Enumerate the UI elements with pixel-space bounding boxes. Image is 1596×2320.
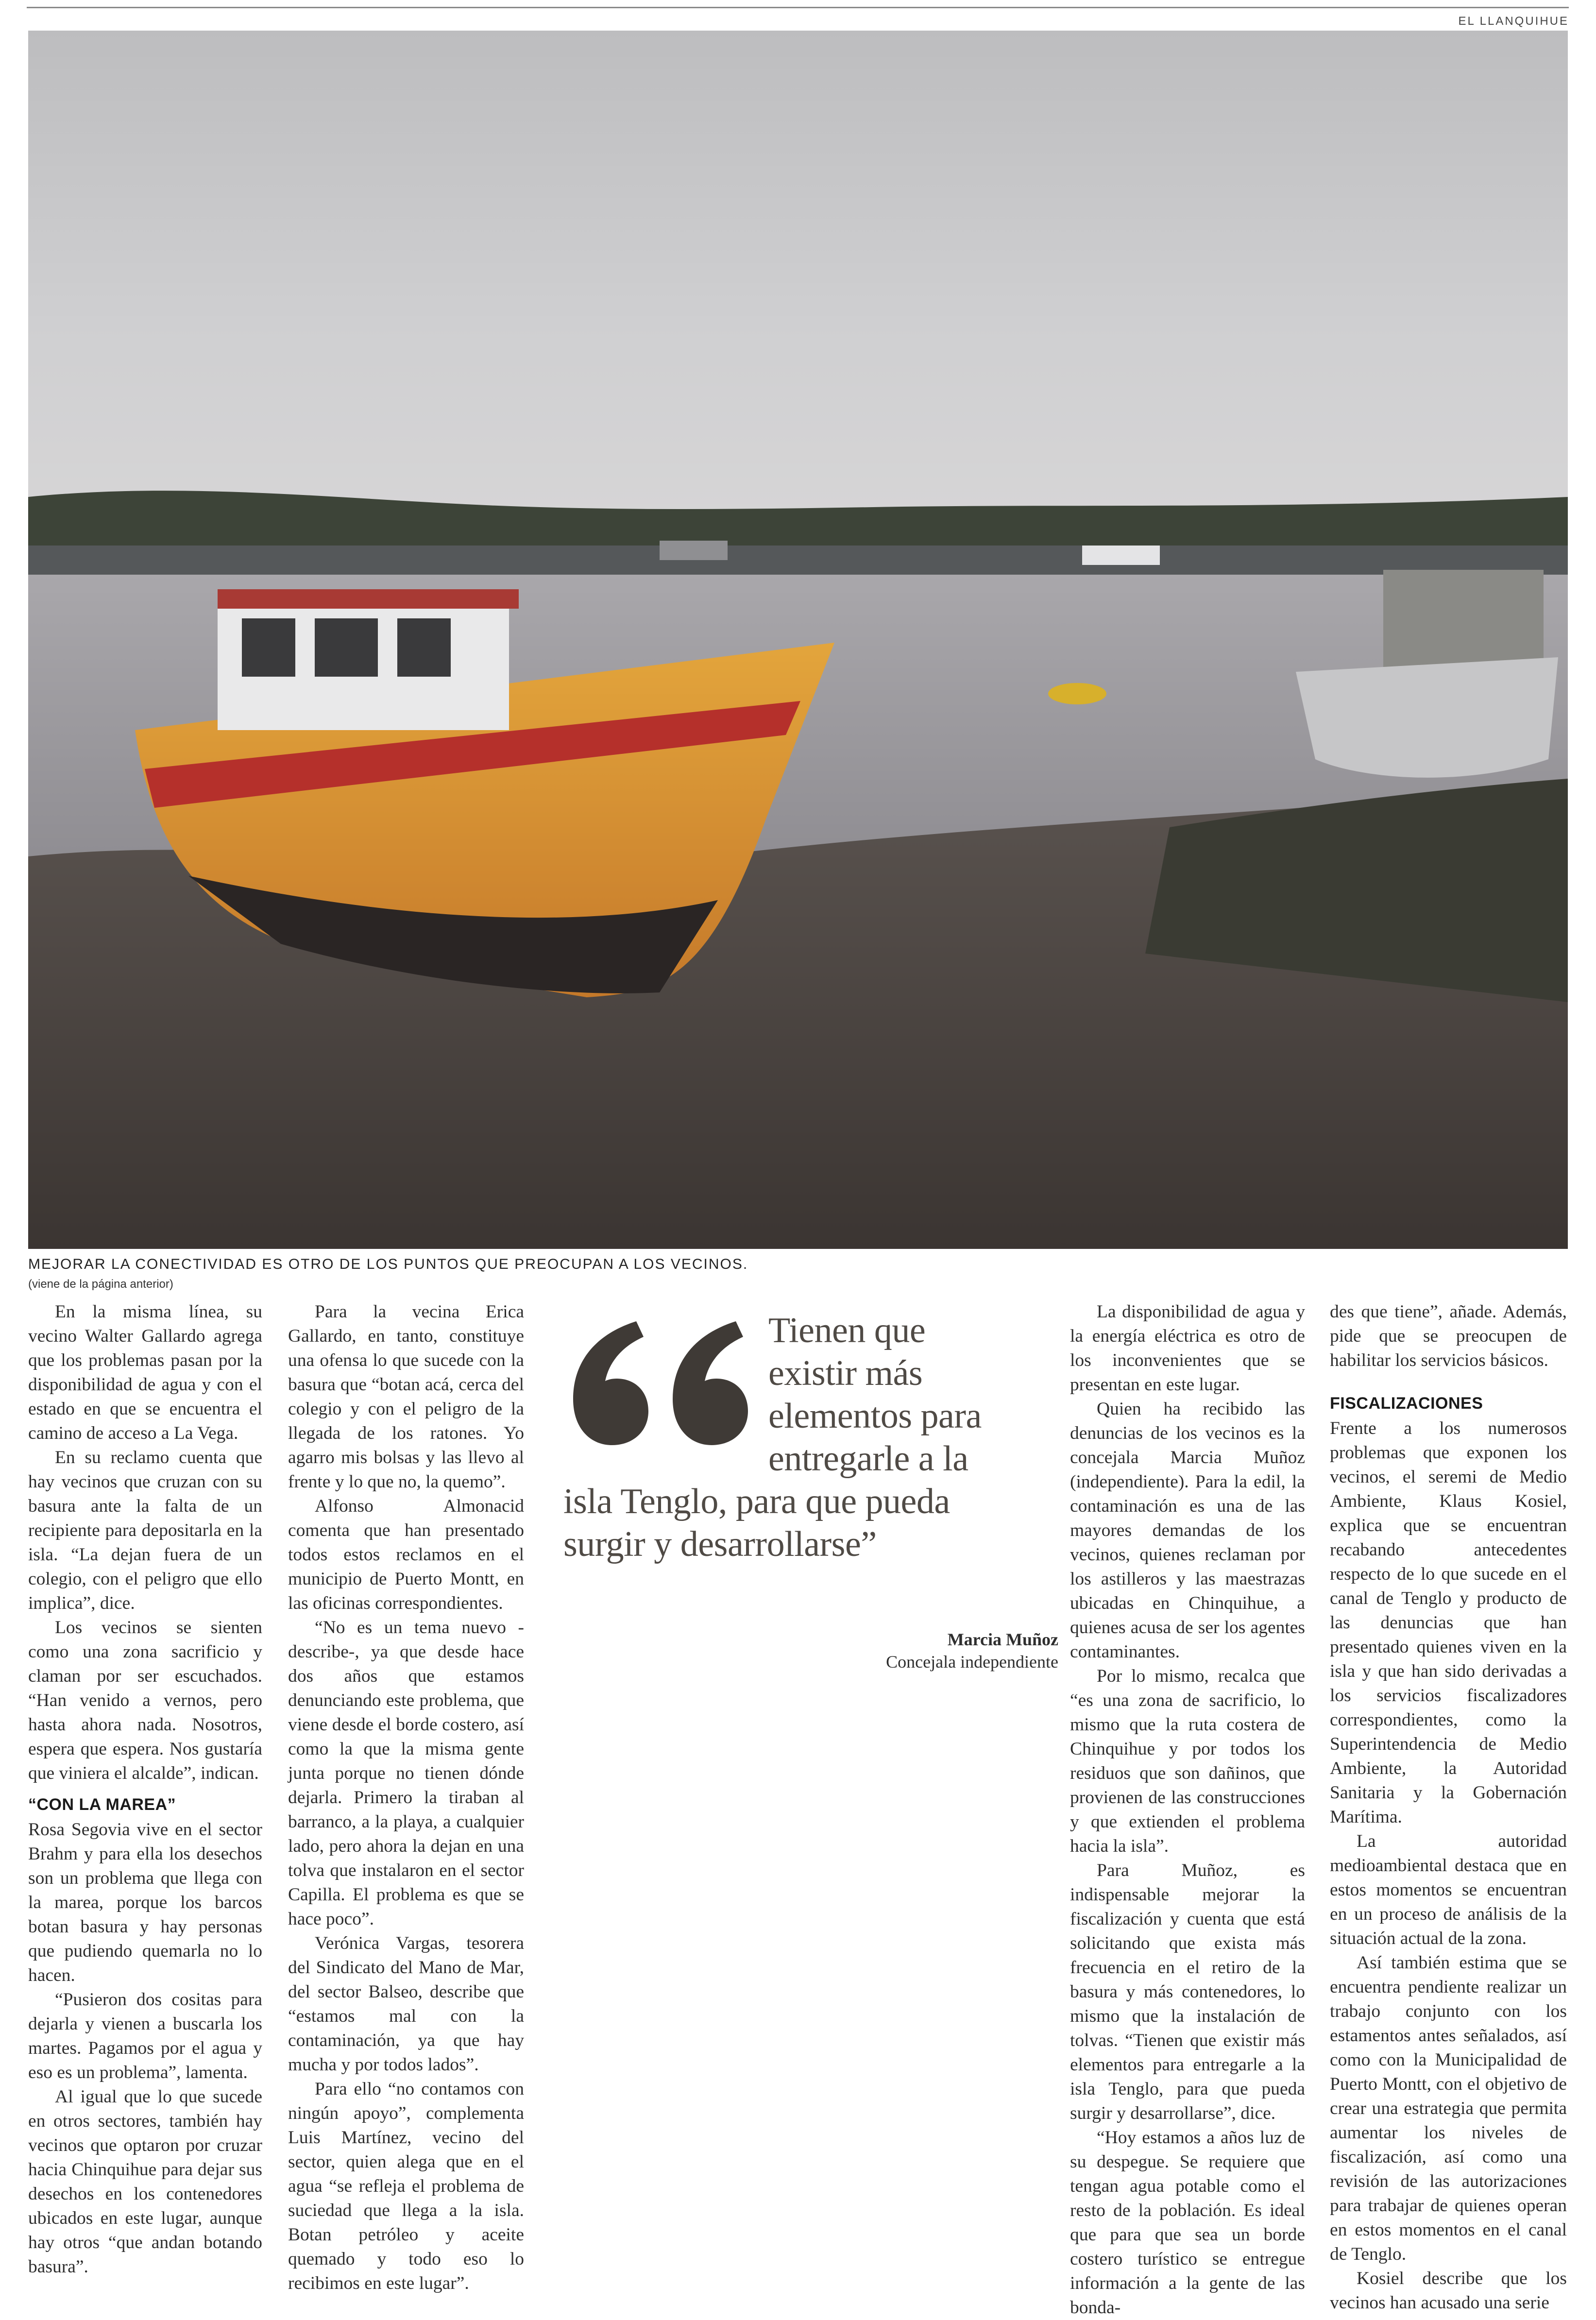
paragraph: Al igual que lo que sucede en otros sectores, también hay vecinos que optaron por cruzar hacia Chinquihue para dejar sus desechos en los contenedores ubicados en este lugar, aunque hay otros “que andan botando basura”.	[28, 2087, 262, 2277]
paragraph: “No es un tema nuevo -describe-, ya que desde hace dos años que estamos denunciando este problema, que viene desde el borde costero, así como la que la misma gente junta porque no tienen dónde dejarla. Primero la tiraban al barranco, a la playa, a cualquier lado, pero ahora la dejan en una tolva que instalaron en el sector Capilla. El problema es que se hace poco”.	[288, 1618, 524, 1929]
paragraph: Para la vecina Erica Gallardo, en tanto, constituye una ofensa lo que sucede con la basura que “botan acá, cerca del colegio y con el peligro de la llegada de los ratones. Yo agarro mis bolsas y las llevo al frente y lo que no, la quemo”.	[288, 1302, 524, 1492]
top-rule	[27, 7, 1569, 8]
paragraph: des que tiene”, añade. Además, pide que se preocupen de habilitar los servicios básicos.	[1330, 1302, 1567, 1370]
paragraph: Alfonso Almonacid comenta que han presentado todos estos reclamos en el municipio de Puerto Montt, en las oficinas correspondientes.	[288, 1496, 524, 1613]
publication-name: EL LLANQUIHUE	[1458, 15, 1569, 28]
pull-quote-line: Tienen que	[768, 1311, 926, 1350]
paragraph: Kosiel describe que los vecinos han acusado una serie	[1330, 2269, 1567, 2313]
article-column-2	[288, 1300, 524, 2296]
article-photo	[28, 31, 1568, 1249]
article-column-4	[1330, 1300, 1567, 2315]
article-column-3	[1070, 1300, 1305, 2320]
paragraph: Verónica Vargas, tesorera del Sindicato del Mano de Mar, del sector Balseo, describe que “estamos mal con la contaminación, ya que hay mucha y por todos lados”.	[288, 1933, 524, 2075]
pull-quote-line: surgir y desarrollarse”	[563, 1524, 877, 1564]
paragraph: Frente a los numerosos problemas que exponen los vecinos, el seremi de Medio Ambiente, Klaus Kosiel, explica que se encuentran recabando antecedentes respecto de lo que sucede en el canal de Tenglo y producto de las denuncias que han presentado quienes viven en la isla y que han sido derivadas a los servicios fiscalizadores correspondientes, como la Superintendencia de Medio Ambiente, la Autoridad Sanitaria y la Gobernación Marítima.	[1330, 1418, 1567, 1827]
quote-author-name: Marcia Muñoz	[947, 1630, 1058, 1649]
pull-quote	[563, 1309, 1039, 1566]
paragraph: La disponibilidad de agua y la energía eléctrica es otro de los inconvenientes que se presentan en este lugar.	[1070, 1302, 1305, 1395]
pull-quote-line: entregarle a la	[768, 1439, 968, 1479]
pull-quote-line: elementos para	[768, 1396, 982, 1436]
quote-author-role: Concejala independiente	[886, 1652, 1058, 1672]
quote-attribution	[886, 1628, 1058, 1673]
paragraph: La autoridad medioambiental destaca que en estos momentos se encuentran en un proceso de análisis de la situación actual de la zona.	[1330, 1831, 1567, 1948]
paragraph: Para Muñoz, es indispensable mejorar la fiscalización y cuenta que está solicitando que exista más frecuencia en el retiro de la basura y más contenedores, lo mismo que la instalación de tolvas. “Tienen que existir más elementos para entregarle a la isla Tenglo, para que pueda surgir y desarrollarse”, dice.	[1070, 1860, 1305, 2123]
paragraph: Para ello “no contamos con ningún apoyo”, complementa Luis Martínez, vecino del sector, quien alega que en el agua “se refleja el problema de suciedad que llega a la isla. Botan petróleo y aceite quemado y todo eso lo recibimos en este lugar”.	[288, 2079, 524, 2293]
pull-quote-line: existir más	[768, 1353, 923, 1393]
paragraph: Quien ha recibido las denuncias de los vecinos es la concejala Marcia Muñoz (independiente). Para la edil, la contaminación es una de las mayores demandas de los vecinos, quienes reclaman por los astilleros y las maestrazas ubicadas en Chinquihue, a quienes acusa de ser los agentes contaminantes.	[1070, 1399, 1305, 1662]
section-heading: “CON LA MAREA”	[28, 1795, 176, 1814]
pull-quote-line: isla Tenglo, para que pueda	[563, 1482, 950, 1521]
article-column-1	[28, 1300, 262, 2279]
paragraph: Rosa Segovia vive en el sector Brahm y para ella los desechos son un problema que llega con la marea, porque los barcos botan basura y hay personas que pudiendo quemarla no lo hacen.	[28, 1820, 262, 1985]
paragraph: “Pusieron dos cositas para dejarla y vienen a buscarla los martes. Pagamos por el agua y eso es un problema”, lamenta.	[28, 1990, 262, 2082]
paragraph: Los vecinos se sienten como una zona sacrificio y claman por ser escuchados. “Han venido a vernos, pero hasta ahora nada. Nosotros, espera que espera. Nos gustaría que viniera el alcalde”, indican.	[28, 1618, 262, 1783]
paragraph: Por lo mismo, recalca que “es una zona de sacrificio, lo mismo que la ruta costera de Chinquihue y por todos los residuos que son dañinos, que provienen de las construcciones y que extienden el problema hacia la isla”.	[1070, 1666, 1305, 1856]
continued-note: (viene de la página anterior)	[28, 1278, 173, 1291]
paragraph: En la misma línea, su vecino Walter Gallardo agrega que los problemas pasan por la disponibilidad de agua y con el estado en que se encuentra el camino de acceso a La Vega.	[28, 1302, 262, 1443]
paragraph: En su reclamo cuenta que hay vecinos que cruzan con su basura ante la falta de un recipiente para depositarla en la isla. “La dejan fuera de un colegio, con el peligro que ello implica”, dice.	[28, 1448, 262, 1613]
paragraph: Así también estima que se encuentra pendiente realizar un trabajo conjunto con los estamentos antes señalados, así como con la Municipalidad de Puerto Montt, con el objetivo de crear una estrategia que permita aumentar los niveles de fiscalización, así como una revisión de las autorizaciones para trabajar de quienes operan en estos momentos en el canal de Tenglo.	[1330, 1953, 1567, 2264]
section-heading: FISCALIZACIONES	[1330, 1394, 1483, 1413]
photo-caption: MEJORAR LA CONECTIVIDAD ES OTRO DE LOS PUNTOS QUE PREOCUPAN A LOS VECINOS.	[28, 1256, 748, 1272]
paragraph: “Hoy estamos a años luz de su despegue. Se requiere que tengan agua potable como el resto de la población. Es ideal que para que sea un borde costero turístico se entregue información a la gente de las bonda-	[1070, 2128, 1305, 2318]
